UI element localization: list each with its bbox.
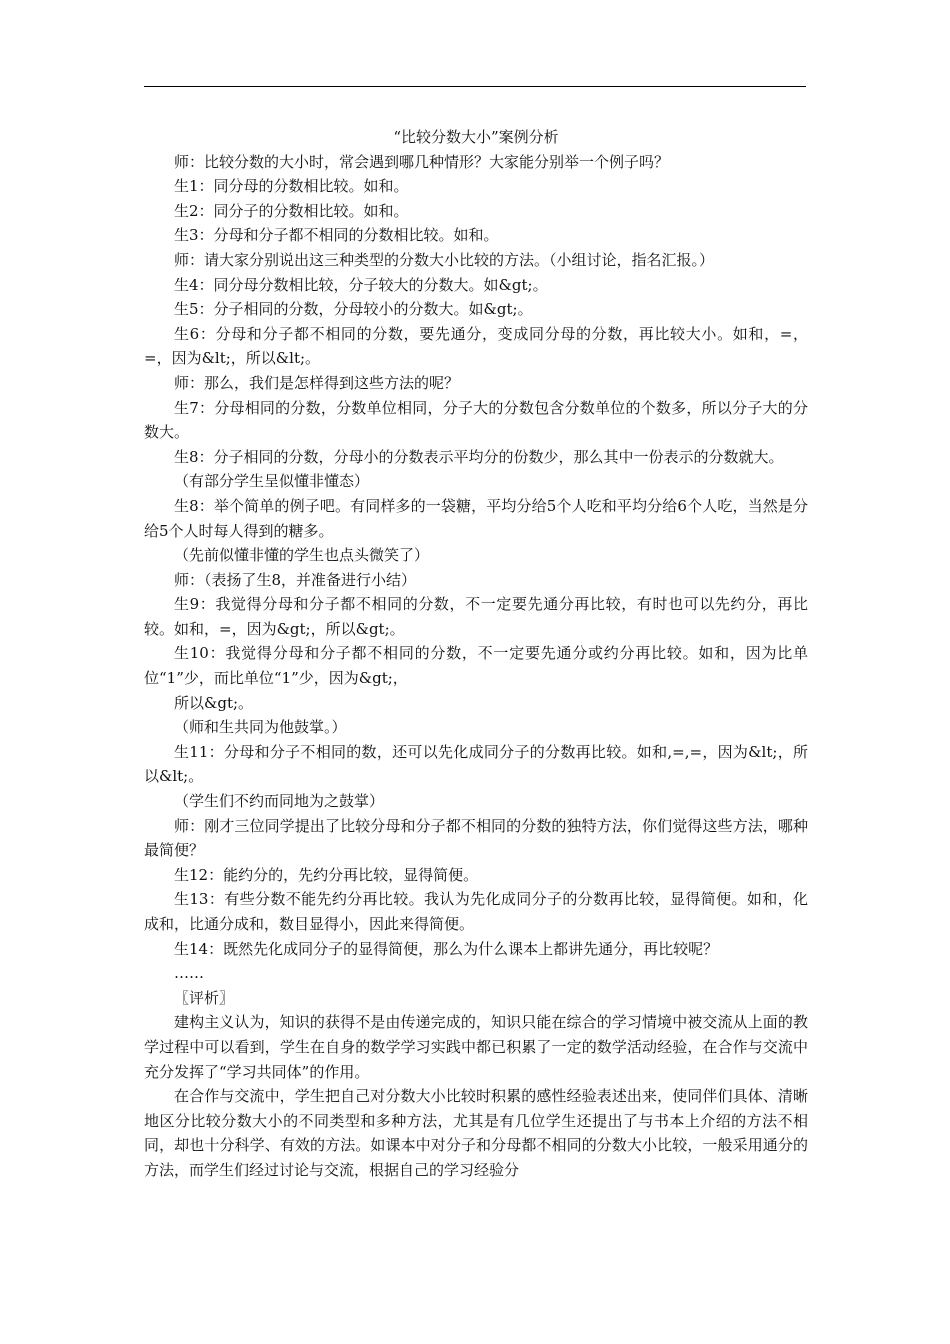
document-title: “比较分数大小”案例分析 [393,128,559,146]
commentary-heading: 〖评析〗 [174,988,235,1007]
paragraph: 生6：分母和分子都不相同的分数，要先通分，变成同分母的分数，再比较大小。如和，=，=，因为&lt;，所以&lt;。 [144,324,808,368]
paragraph: 在合作与交流中，学生把自己对分数大小比较时积累的感性经验表述出来，使同伴们具体、清晰地区分比较分数大小的不同类型和多种方法，尤其是有几位学生还提出了与书本上介绍的方法不相同，却也十分科学、有效的方法。如课本中对分子和分母都不相同的分数大小比较，一般采用通分的方法，而学生们经过讨论与交流，根据自己的学习经验分 [144,1087,808,1179]
paragraph: 师：刚才三位同学提出了比较分母和分子都不相同的分数的独特方法，你们觉得这些方法，哪种最简便？ [144,816,808,860]
paragraph: 所以&gt;。 [174,693,254,712]
paragraph: 生2：同分子的分数相比较。如和。 [174,201,409,220]
paragraph: 生7：分母相同的分数，分数单位相同，分子大的分数包含分数单位的个数多，所以分子大的分数大。 [144,398,808,442]
paragraph: （学生们不约而同地为之鼓掌） [174,792,385,811]
paragraph: （先前似懂非懂的学生也点头微笑了） [174,546,430,565]
paragraph: 生13：有些分数不能先约分再比较。我认为先化成同分子的分数再比较，显得简便。如和，化成和，比通分成和，数目显得小，因此来得简便。 [144,890,808,933]
paragraph: 生14：既然先化成同分子的显得简便，那么为什么课本上都讲先通分，再比较呢？ [174,939,719,958]
paragraph: 生10：我觉得分母和分子都不相同的分数，不一定要先通分或约分再比较。如和，因为比单位“1”少，而比单位“1”少，因为&gt;， [144,644,808,688]
paragraph: （有部分学生呈似懂非懂态） [174,472,370,491]
paragraph: 生9：我觉得分母和分子都不相同的分数，不一定要先通分再比较，有时也可以先约分，再比较。如和，=，因为&gt;，所以&gt;。 [144,595,808,638]
paragraph: 建构主义认为，知识的获得不是由传递完成的，知识只能在综合的学习情境中被交流从上面的教学过程中可以看到，学生在自身的数学学习实践中都已积累了一定的数学活动经验，在合作与交流中充分发挥了“学习共同体”的作用。 [144,1013,808,1081]
paragraph: 师：比较分数的大小时，常会遇到哪几种情形？大家能分别举一个例子吗？ [174,152,670,171]
paragraph: 师：（表扬了生8，并准备进行小结） [174,570,417,589]
ellipsis: …… [174,964,204,983]
paragraph: 生8：分子相同的分数，分母小的分数表示平均分的份数少，那么其中一份表示的分数就大。 [174,447,784,466]
paragraph: 师：请大家分别说出这三种类型的分数大小比较的方法。（小组讨论，指名汇报。） [174,250,715,269]
paragraph: 生5：分子相同的分数，分母较小的分数大。如&gt;。 [174,300,533,319]
paragraph: 生11：分母和分子不相同的数，还可以先化成同分子的分数再比较。如和,=,=，因为&lt;，所以&lt;。 [144,742,808,786]
document-body [144,125,808,1183]
paragraph: 师：那么，我们是怎样得到这些方法的呢？ [174,373,460,392]
paragraph: （师和生共同为他鼓掌。） [174,718,347,737]
paragraph: 生8：举个简单的例子吧。有同样多的一袋糖，平均分给5个人吃和平均分给6个人吃，当然是分给5个人时每人得到的糖多。 [144,496,808,540]
paragraph: 生3：分母和分子都不相同的分数相比较。如和。 [174,226,499,245]
header-rule [144,86,806,87]
paragraph: 生1：同分母的分数相比较。如和。 [174,177,409,196]
paragraph: 生12：能约分的，先约分再比较，显得简便。 [174,865,479,884]
paragraph: 生4：同分母分数相比较，分子较大的分数大。如&gt;。 [174,275,548,294]
